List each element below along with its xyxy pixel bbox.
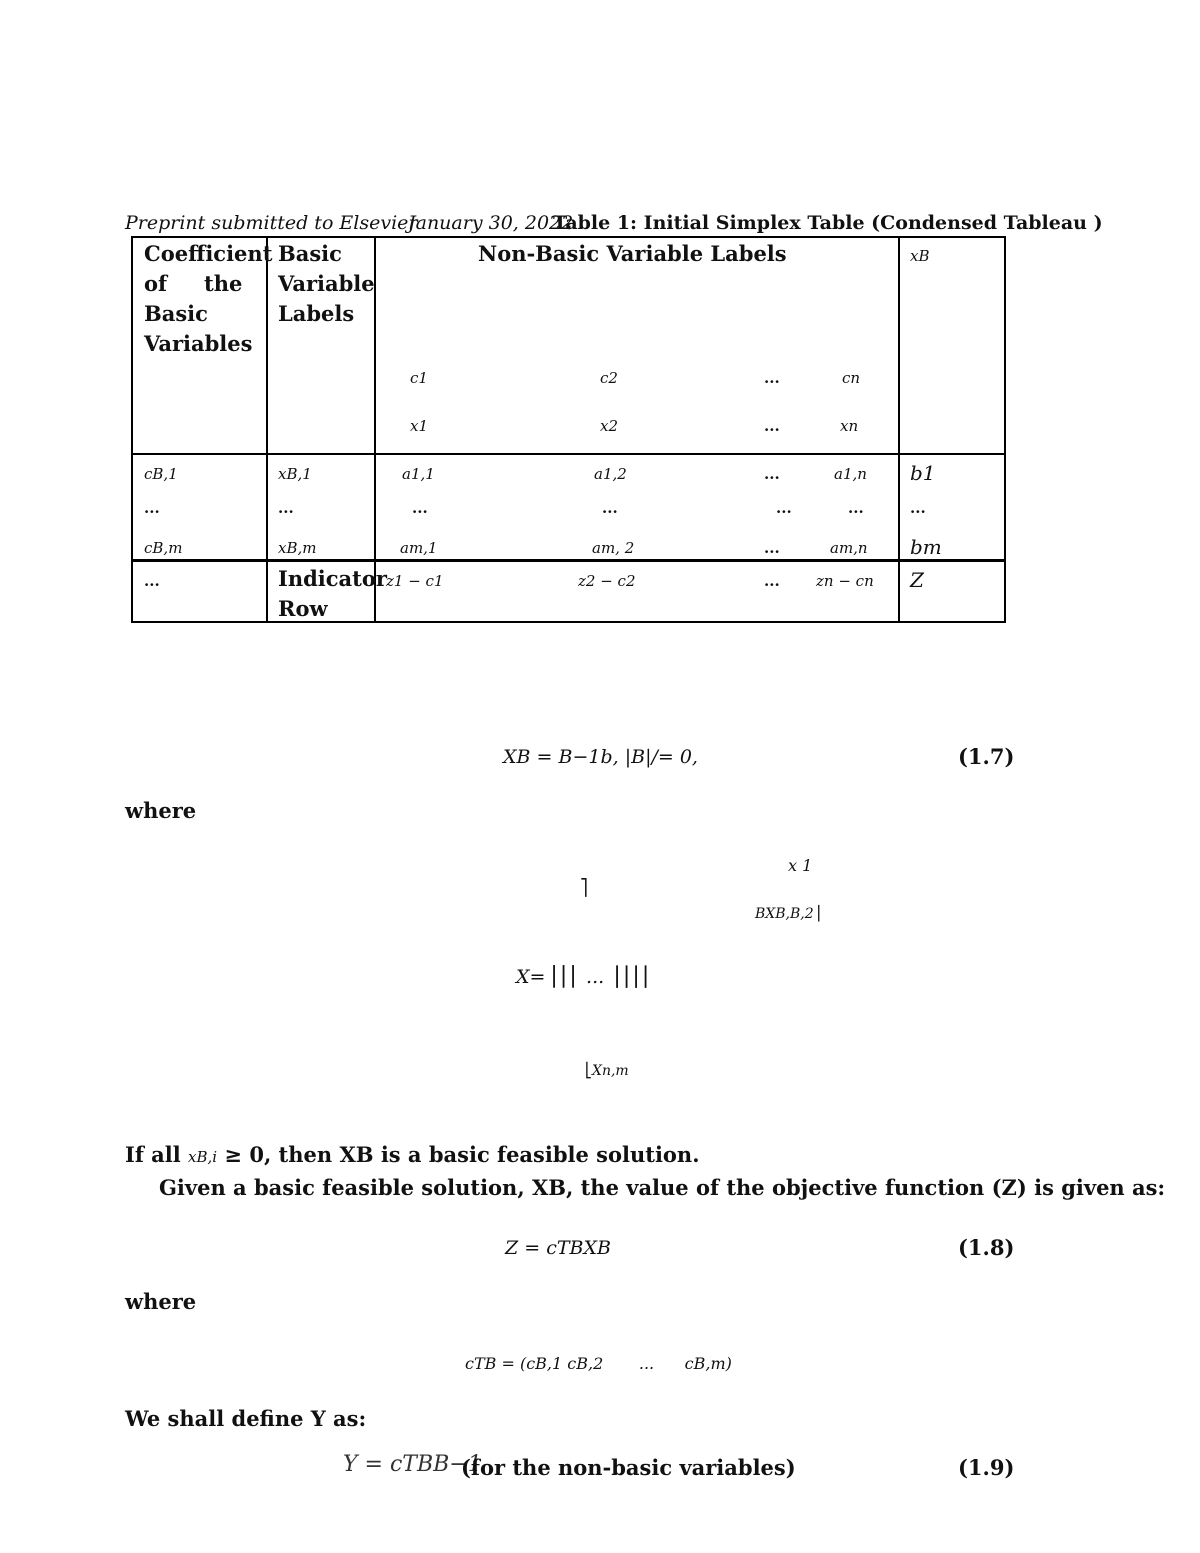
- table-cell: xB,1: [278, 465, 312, 483]
- table-cell: ...: [776, 499, 792, 517]
- ctb-vector: cTB = (cB,1 cB,2 ... cB,m): [465, 1354, 732, 1373]
- cost-dots: ...: [764, 369, 780, 387]
- matrix-x1: x 1: [788, 856, 813, 875]
- table-cell: a1,n: [834, 465, 867, 483]
- table-cell: ...: [278, 499, 294, 517]
- header-coefficient: Coefficient: [144, 241, 273, 266]
- var-x2: x2: [600, 417, 619, 435]
- header-of: of: [144, 271, 168, 296]
- header-basic-2: Basic: [278, 241, 342, 266]
- equation-1-8: Z = cTBXB: [505, 1237, 611, 1259]
- cost-c1: c1: [410, 369, 428, 387]
- equation-number-1-7: (1.7): [958, 744, 1015, 769]
- preprint-note: Preprint submitted to Elsevier: [125, 212, 418, 234]
- var-xn: xn: [840, 417, 859, 435]
- header-variables: Variables: [144, 331, 253, 356]
- equation-1-9-lhs: Y = cTBB−1: [343, 1452, 482, 1477]
- table-cell: ...: [764, 539, 780, 557]
- table-border-right: [1004, 236, 1006, 623]
- header-basic: Basic: [144, 301, 208, 326]
- table-divider: [266, 236, 268, 623]
- cost-c2: c2: [600, 369, 618, 387]
- table-cell: ...: [848, 499, 864, 517]
- table-border-bottom: [131, 621, 1006, 623]
- indicator-z: Z: [910, 568, 924, 592]
- where-text-2: where: [125, 1289, 197, 1314]
- table-caption: Table 1: Initial Simplex Table (Condensed Tableau ): [553, 212, 1103, 234]
- table-cell: cB,1: [144, 465, 178, 483]
- cost-cn: cn: [842, 369, 861, 387]
- table-cell: ...: [764, 465, 780, 483]
- table-cell: ...: [412, 499, 428, 517]
- table-border-top: [131, 236, 1006, 238]
- matrix-row: X= ⎢⎢⎢ ... ⎥⎥⎥⎥: [516, 966, 649, 988]
- table-divider: [898, 236, 900, 623]
- matrix-bottom: ⎣Xn,m: [585, 1063, 629, 1079]
- equation-1-7: XB = B−1b, |B|/= 0,: [503, 746, 698, 768]
- given-statement: Given a basic feasible solution, XB, the value of the objective function (Z) is given as:: [159, 1175, 1166, 1200]
- indicator-col1: ...: [144, 572, 160, 590]
- equation-1-9-rhs: (for the non-basic variables): [461, 1455, 796, 1480]
- equation-number-1-9: (1.9): [958, 1455, 1015, 1480]
- var-dots: ...: [764, 417, 780, 435]
- feasible-statement: If all xB,i ≥ 0, then XB is a basic feasible solution.: [125, 1142, 700, 1167]
- indicator-cell: z1 − c1: [386, 572, 444, 590]
- indicator-label-row: Row: [278, 596, 328, 621]
- table-divider: [131, 453, 1006, 455]
- table-cell: b1: [910, 461, 936, 485]
- table-cell: a1,2: [594, 465, 627, 483]
- table-divider-thick: [131, 559, 1006, 562]
- table-cell: xB,m: [278, 539, 317, 557]
- header-the: the: [204, 271, 243, 296]
- indicator-label: Indicator: [278, 566, 387, 591]
- equation-number-1-8: (1.8): [958, 1235, 1015, 1260]
- table-cell: am, 2: [592, 539, 635, 557]
- var-x1: x1: [410, 417, 429, 435]
- table-cell: ...: [144, 499, 160, 517]
- indicator-cell: zn − cn: [816, 572, 874, 590]
- table-cell: am,n: [830, 539, 868, 557]
- where-text: where: [125, 798, 197, 823]
- define-y: We shall define Y as:: [125, 1406, 367, 1431]
- table-cell: am,1: [400, 539, 438, 557]
- table-cell: ...: [910, 499, 926, 517]
- table-border-left: [131, 236, 133, 623]
- indicator-cell: ...: [764, 572, 780, 590]
- preprint-date: January 30, 2022: [408, 212, 574, 234]
- simplex-table: [131, 236, 1006, 623]
- matrix-xb2: BXB,B,2⎥: [755, 906, 821, 922]
- indicator-cell: z2 − c2: [578, 572, 636, 590]
- table-cell: a1,1: [402, 465, 435, 483]
- header-variable: Variable: [278, 271, 375, 296]
- matrix-bracket-top: ⎤: [580, 878, 588, 897]
- table-cell: ...: [602, 499, 618, 517]
- header-xb: xB: [910, 247, 930, 265]
- header-non-basic: Non-Basic Variable Labels: [478, 241, 787, 266]
- table-cell: cB,m: [144, 539, 183, 557]
- table-cell: bm: [910, 535, 942, 559]
- header-labels: Labels: [278, 301, 355, 326]
